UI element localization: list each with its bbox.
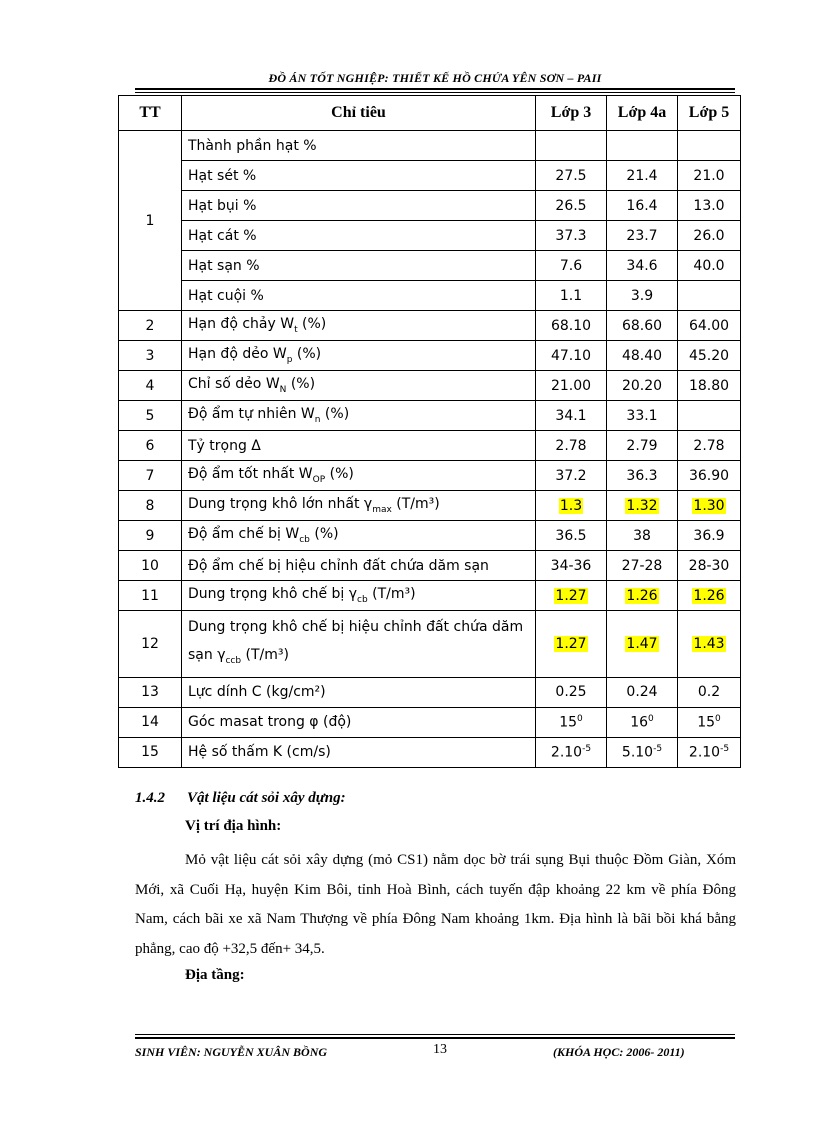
cell-chi-tieu (182, 491, 536, 521)
table-row (119, 131, 741, 161)
value-base: 15 (559, 714, 578, 731)
cell-chi-tieu (182, 461, 536, 491)
value-text: 36.5 (555, 527, 587, 544)
table-row (119, 737, 741, 767)
cell-value: 26.0 (678, 221, 741, 251)
cell-value: 21.4 (607, 161, 678, 191)
header-rule-thin (135, 92, 735, 93)
cell-value (607, 551, 678, 581)
cell-value (536, 431, 607, 461)
value-text: 28-30 (688, 557, 730, 574)
indicator-unit: (T/m³) (391, 496, 440, 513)
value-text: 1.32 (626, 497, 658, 514)
value-base: 16 (630, 714, 649, 731)
value-text: 21.00 (550, 377, 592, 394)
section-title: Vật liệu cát sỏi xây dựng: (187, 790, 346, 806)
page-number: 13 (433, 1042, 447, 1057)
cell-value: 16.4 (607, 191, 678, 221)
value-text: 2.78 (555, 437, 587, 454)
cell-chi-tieu (182, 551, 536, 581)
cell-value: 1.1 (536, 281, 607, 311)
value-text: 1.43 (693, 635, 725, 652)
header-lop-5: Lớp 5 (678, 96, 741, 131)
indicator-subscript: cb (299, 534, 310, 545)
indicator-unit: (%) (320, 406, 350, 423)
cell-value (536, 521, 607, 551)
cell-chi-tieu: Hạt sạn % (182, 251, 536, 281)
cell-value (678, 341, 741, 371)
header-chi-tieu: Chỉ tiêu (182, 96, 536, 131)
header-lop-3: Lớp 3 (536, 96, 607, 131)
value-text: 1.3 (559, 497, 583, 514)
indicator-unit: (%) (325, 466, 354, 483)
indicator-name: Hạn độ dẻo W (188, 346, 287, 363)
cell-value: 3.9 (607, 281, 678, 311)
table-row (119, 677, 741, 707)
value-superscript: 0 (648, 713, 654, 724)
value-superscript: -5 (582, 743, 592, 754)
cell-tt: 8 (119, 491, 182, 521)
table-row (119, 371, 741, 401)
value-base: 15 (697, 714, 716, 731)
value-text: 20.20 (621, 377, 663, 394)
cell-value (607, 737, 678, 767)
cell-value (536, 461, 607, 491)
table-row (119, 311, 741, 341)
footer-course: (KHÓA HỌC: 2006- 2011) (553, 1045, 685, 1059)
cell-value (678, 551, 741, 581)
cell-tt: 10 (119, 551, 182, 581)
cell-tt: 15 (119, 737, 182, 767)
value-text: 1.47 (626, 635, 658, 652)
cell-chi-tieu (182, 311, 536, 341)
indicator-name: Dung trọng khô lớn nhất γ (188, 496, 373, 513)
table-row (119, 221, 741, 251)
table-row (119, 251, 741, 281)
value-text: 36.3 (626, 467, 658, 484)
value-superscript: -5 (720, 743, 730, 754)
indicator-name: Độ ẩm tốt nhất W (188, 466, 313, 483)
value-text: 18.80 (688, 377, 730, 394)
cell-value: 0.2 (678, 677, 741, 707)
cell-value (607, 311, 678, 341)
cell-value (607, 581, 678, 611)
cell-value (678, 401, 741, 431)
cell-value: 7.6 (536, 251, 607, 281)
cell-value (607, 371, 678, 401)
value-text: 47.10 (550, 347, 592, 364)
cell-chi-tieu (182, 611, 536, 678)
cell-chi-tieu: Hạt sét % (182, 161, 536, 191)
header-tt: TT (119, 96, 182, 131)
cell-value (607, 491, 678, 521)
cell-value: 27.5 (536, 161, 607, 191)
cell-value (607, 461, 678, 491)
section-heading (135, 790, 346, 807)
cell-value (607, 131, 678, 161)
cell-chi-tieu (182, 341, 536, 371)
cell-value (678, 707, 741, 737)
value-text: 1.26 (693, 587, 725, 604)
cell-tt: 9 (119, 521, 182, 551)
indicator-subscript: n (314, 414, 321, 425)
cell-tt: 3 (119, 341, 182, 371)
value-text: 33.1 (626, 407, 658, 424)
value-text: 1.30 (693, 497, 725, 514)
cell-value (536, 491, 607, 521)
cell-chi-tieu (182, 431, 536, 461)
table-row (119, 401, 741, 431)
cell-value: 13.0 (678, 191, 741, 221)
cell-value (536, 737, 607, 767)
soil-properties-table (118, 95, 741, 768)
indicator-unit: (%) (309, 526, 339, 543)
value-superscript: 0 (715, 713, 721, 724)
cell-value (678, 281, 741, 311)
cell-value (607, 341, 678, 371)
cell-value (607, 611, 678, 678)
value-text: 34-36 (550, 557, 592, 574)
table-row (119, 161, 741, 191)
indicator-name-line2: sạn γ (188, 647, 226, 663)
cell-chi-tieu: Thành phần hạt % (182, 131, 536, 161)
table-row (119, 521, 741, 551)
cell-chi-tieu (182, 371, 536, 401)
cell-value (536, 401, 607, 431)
indicator-subscript: ccb (225, 655, 242, 666)
indicator-name: Độ ẩm chế bị hiệu chỉnh đất chứa dăm sạn (188, 557, 489, 574)
footer-rule-thin (135, 1034, 735, 1035)
cell-value: 37.3 (536, 221, 607, 251)
cell-tt: 11 (119, 581, 182, 611)
cell-value (607, 707, 678, 737)
table-row (119, 461, 741, 491)
value-superscript: 0 (577, 713, 583, 724)
indicator-subscript: OP (312, 474, 326, 485)
cell-value: 0.25 (536, 677, 607, 707)
value-text: 48.40 (621, 347, 663, 364)
cell-value (536, 371, 607, 401)
indicator-unit: (%) (286, 376, 316, 393)
paragraph-location: Mỏ vật liệu cát sỏi xây dựng (mỏ CS1) nằm dọc bờ trái sụng Bụi thuộc Đồm Giàn, Xóm Mới, xã Cuối Hạ, huyện Kim Bôi, tỉnh Hoà Bình, cách tuyến đập khoảng 22 km về phía Đông Nam, cách bãi xe xã Nam Thượng về phía Đông Nam khoảng 1km. Địa hình là bãi bồi khá bằng phẳng, cao độ +32,5 đến+ 34,5. (135, 852, 736, 957)
cell-value (536, 131, 607, 161)
header-lop-4a: Lớp 4a (607, 96, 678, 131)
indicator-subscript: cb (357, 594, 368, 605)
table-row (119, 581, 741, 611)
table-row (119, 551, 741, 581)
cell-tt: 14 (119, 707, 182, 737)
indicator-name: Tỷ trọng Δ (188, 437, 261, 454)
indicator-subscript: N (279, 384, 287, 395)
table-row (119, 431, 741, 461)
table-row (119, 611, 741, 678)
cell-value (678, 521, 741, 551)
cell-chi-tieu: Hệ số thấm K (cm/s) (182, 737, 536, 767)
section-number: 1.4.2 (135, 790, 165, 806)
cell-tt: 12 (119, 611, 182, 678)
cell-value (536, 551, 607, 581)
value-text: 34.1 (555, 407, 587, 424)
value-text: 36.90 (688, 467, 730, 484)
cell-value: 26.5 (536, 191, 607, 221)
value-text: 37.2 (555, 467, 587, 484)
subheading-strata: Địa tầng: (185, 967, 245, 983)
cell-tt: 4 (119, 371, 182, 401)
cell-value (536, 707, 607, 737)
value-text: 1.27 (555, 587, 587, 604)
indicator-unit: (T/m³) (241, 647, 289, 663)
cell-value (678, 737, 741, 767)
indicator-name: Độ ẩm tự nhiên W (188, 406, 315, 423)
cell-tt: 5 (119, 401, 182, 431)
indicator-unit: (%) (292, 346, 322, 363)
cell-value (678, 311, 741, 341)
cell-value (536, 341, 607, 371)
indicator-name: Chỉ số dẻo W (188, 376, 280, 393)
header-rule-thick (135, 88, 735, 90)
cell-chi-tieu (182, 581, 536, 611)
cell-tt: 1 (119, 131, 182, 311)
value-superscript: -5 (653, 743, 663, 754)
cell-chi-tieu: Hạt bụi % (182, 191, 536, 221)
indicator-subscript: t (294, 324, 298, 335)
cell-value (678, 431, 741, 461)
cell-value (678, 371, 741, 401)
cell-value: 40.0 (678, 251, 741, 281)
footer-rule-thick (135, 1037, 735, 1039)
value-text: 68.10 (550, 317, 592, 334)
cell-tt: 6 (119, 431, 182, 461)
indicator-subscript: p (286, 354, 293, 365)
cell-value (607, 521, 678, 551)
value-text: 64.00 (688, 317, 730, 334)
cell-value: 23.7 (607, 221, 678, 251)
cell-value (678, 581, 741, 611)
cell-tt: 2 (119, 311, 182, 341)
indicator-name-line1: Dung trọng khô chế bị hiệu chỉnh đất chứa dăm (188, 619, 524, 635)
cell-value: 0.24 (607, 677, 678, 707)
cell-value: 34.6 (607, 251, 678, 281)
value-text: 68.60 (621, 317, 663, 334)
cell-value (678, 461, 741, 491)
value-base: 2.10 (550, 744, 583, 761)
indicator-unit: (T/m³) (367, 586, 416, 603)
table-row (119, 341, 741, 371)
cell-value (607, 401, 678, 431)
value-text: 27-28 (621, 557, 663, 574)
cell-chi-tieu: Hạt cuội % (182, 281, 536, 311)
cell-chi-tieu (182, 521, 536, 551)
value-text: 2.79 (626, 437, 658, 454)
value-text: 1.27 (555, 635, 587, 652)
cell-value (678, 131, 741, 161)
indicator-name: Hạn độ chảy W (188, 316, 295, 333)
cell-tt: 7 (119, 461, 182, 491)
subheading-location: Vị trí địa hình: (185, 818, 282, 834)
table-header-row (119, 96, 741, 131)
value-text: 2.78 (693, 437, 725, 454)
cell-value (536, 581, 607, 611)
table-row (119, 491, 741, 521)
value-text: 36.9 (693, 527, 725, 544)
table-row (119, 707, 741, 737)
cell-value (607, 431, 678, 461)
value-base: 5.10 (621, 744, 654, 761)
cell-chi-tieu: Hạt cát % (182, 221, 536, 251)
cell-value (536, 611, 607, 678)
cell-value (678, 611, 741, 678)
footer-student: SINH VIÊN: NGUYỄN XUÂN BỒNG (135, 1045, 328, 1059)
table-row (119, 191, 741, 221)
cell-tt: 13 (119, 677, 182, 707)
page-header-title: ĐỒ ÁN TỐT NGHIỆP: THIẾT KẾ HỒ CHỨA YÊN SƠN – PAII (268, 71, 602, 85)
indicator-name: Độ ẩm chế bị W (188, 526, 300, 543)
cell-chi-tieu: Góc masat trong φ (độ) (182, 707, 536, 737)
indicator-subscript: max (372, 504, 392, 515)
value-text: 45.20 (688, 347, 730, 364)
cell-chi-tieu (182, 401, 536, 431)
value-text: 38 (633, 527, 651, 544)
cell-value (536, 311, 607, 341)
indicator-name: Dung trọng khô chế bị γ (188, 586, 358, 603)
cell-chi-tieu: Lực dính C (kg/cm²) (182, 677, 536, 707)
table-row (119, 281, 741, 311)
value-text: 1.26 (626, 587, 658, 604)
indicator-unit: (%) (297, 316, 327, 333)
cell-value (678, 491, 741, 521)
value-base: 2.10 (688, 744, 721, 761)
cell-value: 21.0 (678, 161, 741, 191)
